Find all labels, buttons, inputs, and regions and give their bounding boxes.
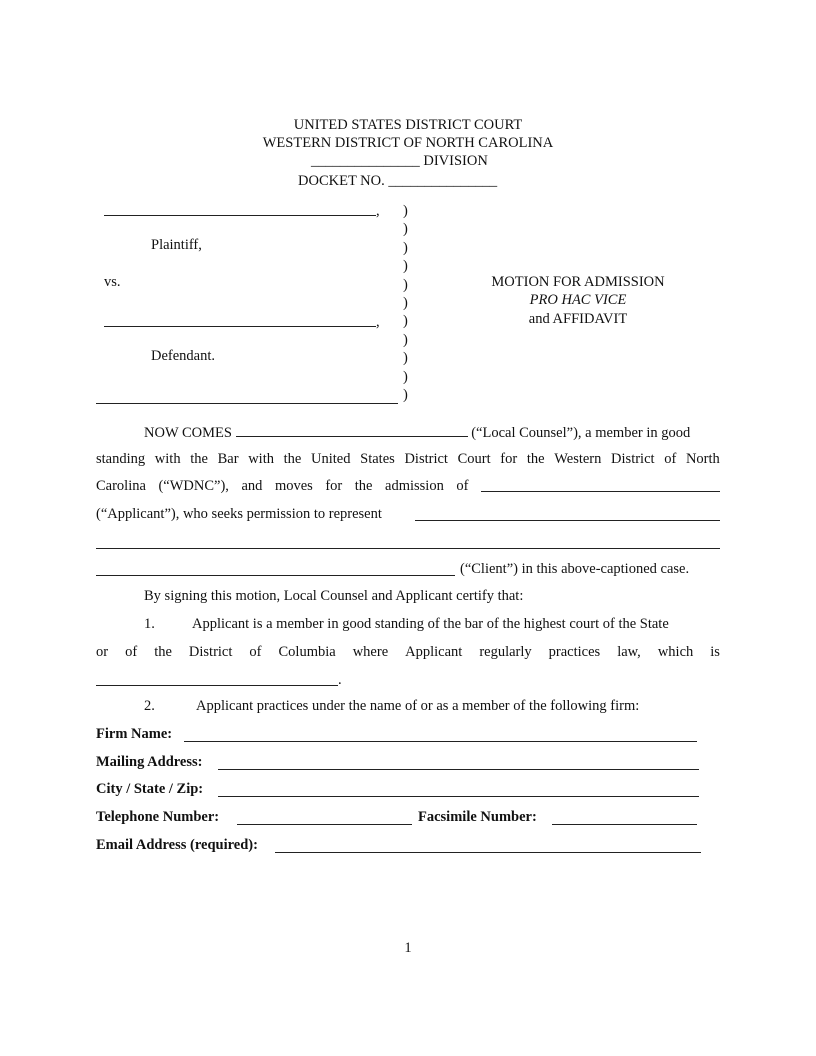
caption-paren-column: ) ) ) ) ) ) ) ) ) ) ) [403,203,408,404]
page-number: 1 [404,940,412,956]
telephone-label: Telephone Number: [96,809,220,825]
division-blank[interactable]: _______________ [311,153,420,169]
client-name-blank-2[interactable] [96,548,720,549]
word: North [685,451,720,467]
word: and [241,478,263,494]
word: the [526,451,545,467]
word: or [96,644,109,660]
client-name-blank[interactable] [415,520,720,521]
word: of [249,644,262,660]
p1-line3 [96,478,720,495]
word: of [664,451,677,467]
city-state-zip-field[interactable] [218,796,699,797]
word: Western [554,451,602,467]
word: is [710,644,720,660]
word: for [500,451,518,467]
word: States [360,451,395,467]
word: Bar [217,451,239,467]
item1-number: 1. [144,616,155,632]
client-name-blank-3[interactable] [96,575,455,576]
item1-line1: Applicant is a member in good standing of the bar of the highest court of the State [192,616,669,632]
word: admission [385,478,444,494]
applicant-name-blank[interactable] [481,478,720,492]
word: law, [617,644,641,660]
pro-hac-vice-title: PRO HAC VICE [529,292,627,308]
p1-line4 [96,506,382,523]
word: United [311,451,351,467]
word: the [354,478,373,494]
word: which [657,644,694,660]
plaintiff-comma: , [376,203,380,219]
word: for [325,478,343,494]
motion-title: MOTION FOR ADMISSION [491,274,665,290]
email-label: Email Address (required): [96,837,258,853]
plaintiff-name-line[interactable] [104,215,376,216]
word: moves [274,478,313,494]
word: practices [548,644,601,660]
plaintiff-label: Plaintiff, [151,237,202,253]
word: the [190,451,208,467]
word: District [404,451,448,467]
local-counsel-blank[interactable] [236,423,468,437]
word: of [125,644,138,660]
word: the [283,451,302,467]
court-name: UNITED STATES DISTRICT COURT [293,117,523,133]
word: the [154,644,172,660]
local-counsel-text: (“Local Counsel”), a member in good [471,425,691,441]
word: of [456,478,469,494]
word: District [188,644,233,660]
item2-text: Applicant practices under the name of or as a member of the following firm: [196,698,640,714]
word: Carolina [96,478,146,494]
affidavit-title: and AFFIDAVIT [528,311,628,327]
item1-line2 [96,644,720,661]
division-line [311,153,488,170]
word: Columbia [278,644,336,660]
city-state-zip-label: City / State / Zip: [96,781,204,797]
caption-bottom-line [96,403,398,404]
p1-line1 [144,423,690,442]
docket-line [298,173,497,190]
mailing-address-field[interactable] [218,769,699,770]
item1-period: . [338,672,342,688]
defendant-name-line[interactable] [104,326,376,327]
word: with [248,451,274,467]
facsimile-label: Facsimile Number: [418,809,537,825]
facsimile-field[interactable] [552,824,697,825]
word: regularly [479,644,532,660]
word: with [154,451,181,467]
word: Court [457,451,491,467]
p1-line2 [96,451,720,468]
division-label: DIVISION [423,153,488,169]
word: standing [96,451,146,467]
district-name: WESTERN DISTRICT OF NORTH CAROLINA [262,135,554,151]
defendant-comma: , [376,314,380,330]
docket-label: DOCKET NO. [298,173,385,189]
vs-label: vs. [104,274,121,290]
firm-name-label: Firm Name: [96,726,173,742]
defendant-label: Defendant. [151,348,216,364]
telephone-field[interactable] [237,824,412,825]
now-comes-text: NOW COMES [144,425,232,441]
word: where [352,644,389,660]
mailing-address-label: Mailing Address: [96,754,203,770]
client-text: (“Client”) in this above-captioned case. [460,561,690,577]
docket-blank[interactable]: _______________ [388,173,498,189]
certify-line: By signing this motion, Local Counsel and Applicant certify that: [144,588,524,604]
jurisdiction-blank[interactable] [96,685,338,686]
firm-name-field[interactable] [184,741,697,742]
item2-number: 2. [144,698,155,714]
word: Applicant [405,644,463,660]
represent-text: (“Applicant”), who seeks permission to represent [96,506,382,522]
word: (“WDNC”), [158,478,229,494]
word: District [611,451,655,467]
email-field[interactable] [275,852,701,853]
